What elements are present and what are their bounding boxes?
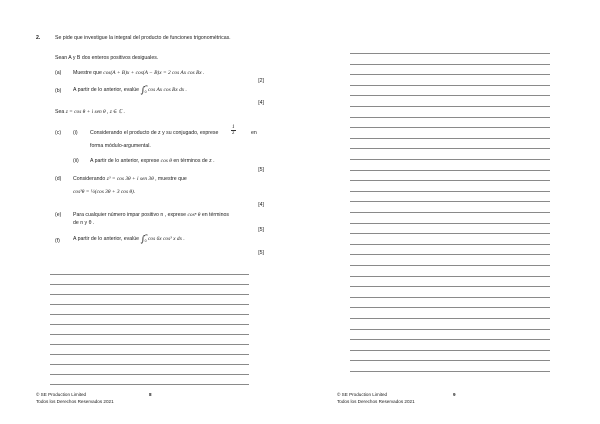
fraction-one-over-z: 1 z <box>232 124 235 136</box>
part-f-text: A partir de lo anterior, evalúe ∫$^\pi_0$ cos 6x cos³ x dx . <box>73 233 185 245</box>
answer-line <box>350 329 550 330</box>
part-c-i-text: Considerando el producto de z y su conjugado, exprese <box>90 130 219 136</box>
answer-line <box>50 384 249 385</box>
integral-sign-f: ∫ <box>140 235 146 245</box>
part-a-label: (a) <box>55 70 62 76</box>
part-a-text: Muestre que cos(A + B)x + cos(A − B)x = 2 cos Ax cos Bx . <box>73 70 205 76</box>
part-f-label: (f) <box>55 238 60 244</box>
part-e-text: Para cualquier número impar positivo n , exprese cosⁿ θ en términos <box>73 212 229 218</box>
answer-line <box>50 294 249 295</box>
part-e-label: (e) <box>55 212 62 218</box>
answer-line <box>350 233 550 234</box>
part-c-ii-label: (ii) <box>73 158 79 164</box>
part-b-label: (b) <box>55 88 62 94</box>
answer-line <box>50 334 249 335</box>
answer-line <box>350 339 550 340</box>
answer-line <box>350 106 550 107</box>
answer-line <box>350 276 550 277</box>
answer-line <box>350 254 550 255</box>
part-d-marks: [4] <box>258 202 264 208</box>
answer-line <box>350 64 550 65</box>
answer-line <box>350 138 550 139</box>
part-b-marks: [4] <box>258 100 264 106</box>
answer-line <box>350 286 550 287</box>
answer-line <box>50 364 249 365</box>
footer-rights: Todos los Derechos Reservados 2021 <box>36 399 114 404</box>
right-page <box>300 0 600 424</box>
answer-line <box>350 117 550 118</box>
part-b-text: A partir de lo anterior, evalúe ∫$^\pi_0$ cos Ax cos Bx dx . <box>73 84 187 96</box>
part-a-marks: [2] <box>258 78 264 84</box>
answer-line <box>50 304 249 305</box>
answer-line <box>50 354 249 355</box>
page-number: 8 <box>149 392 152 397</box>
part-c-marks: [5] <box>258 167 264 173</box>
footer-copyright: © SE Production Limited <box>36 392 87 397</box>
answer-line <box>350 127 550 128</box>
part-d-text: Considerando z³ = cos 3θ + i sen 3θ , muestre que <box>73 176 187 182</box>
page-number: 9 <box>453 392 456 397</box>
answer-line <box>350 265 550 266</box>
question-number: 2. <box>36 35 41 41</box>
part-c-i-text3: forma módulo-argumental. <box>90 143 151 149</box>
answer-line <box>350 297 550 298</box>
part-d-label: (d) <box>55 176 62 182</box>
answer-line <box>350 74 550 75</box>
part-c-ii-text: A partir de lo anterior, exprese cos θ en términos de z . <box>90 158 215 164</box>
part-e-text3: de n y θ . <box>73 220 95 226</box>
answer-line <box>350 350 550 351</box>
answer-line <box>350 223 550 224</box>
answer-line <box>350 85 550 86</box>
question-intro: Se pide que investigue la integral del producto de funciones trigonométricas. <box>55 35 231 41</box>
answer-line <box>350 148 550 149</box>
answer-line <box>50 314 249 315</box>
answer-line <box>350 159 550 160</box>
part-d-formula: cos³θ = ¼(cos 3θ + 3 cos θ). <box>73 189 136 195</box>
answer-line <box>50 274 249 275</box>
answer-line <box>50 324 249 325</box>
let-z: Sea z = cos θ + i sen θ , z ∈ ℂ . <box>55 109 125 115</box>
part-e-marks: [5] <box>258 227 264 233</box>
answer-line <box>50 374 249 375</box>
part-c-label: (c) <box>55 130 62 136</box>
answer-line <box>350 180 550 181</box>
part-c-i-label: (i) <box>73 130 78 136</box>
let-text: Sean A y B dos enteros positivos desiguales. <box>55 55 159 61</box>
answer-line <box>350 201 550 202</box>
answer-line <box>50 284 249 285</box>
answer-line <box>350 318 550 319</box>
answer-line <box>350 360 550 361</box>
answer-line <box>350 191 550 192</box>
answer-line <box>50 344 249 345</box>
part-c-i-text2: en <box>251 130 257 136</box>
answer-line <box>350 170 550 171</box>
answer-line <box>350 212 550 213</box>
answer-line <box>350 244 550 245</box>
answer-line <box>350 53 550 54</box>
answer-line <box>350 371 550 372</box>
answer-line <box>350 307 550 308</box>
footer-copyright: © SE Production Limited <box>337 392 388 397</box>
part-f-marks: [5] <box>258 250 264 256</box>
integral-sign-b: ∫ <box>140 86 146 96</box>
footer-rights: Todos los Derechos Reservados 2021 <box>337 399 415 404</box>
answer-line <box>350 95 550 96</box>
